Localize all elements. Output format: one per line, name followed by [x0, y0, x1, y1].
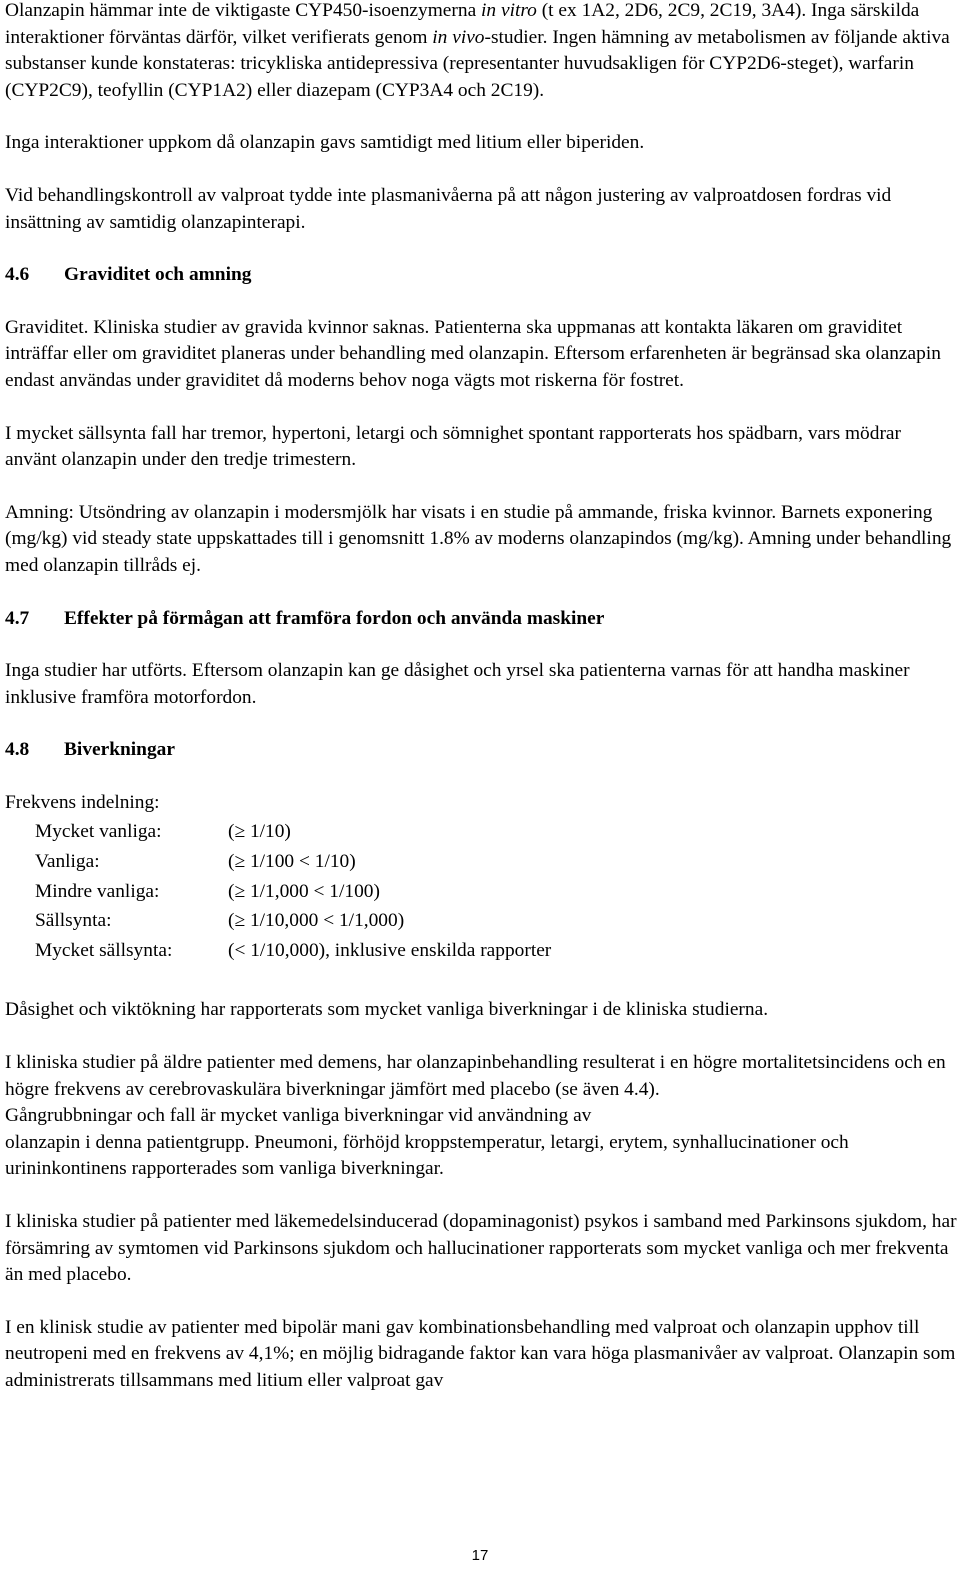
adverse-gait-line: Gångrubbningar och fall är mycket vanliga biverkningar vid användning av [5, 1105, 592, 1127]
section-number: 4.7 [5, 607, 30, 629]
frequency-value: (≥ 1/100 < 1/10) [228, 851, 356, 873]
frequency-label: Mycket vanliga: [35, 821, 162, 843]
adverse-gait-continuation: olanzapin i denna patientgrupp. Pneumoni, förhöjd kroppstemperatur, letargi, erytem, synhallucinationer och urininkontinens rapporterades som vanliga biverkningar. [5, 1131, 849, 1180]
frequency-row [5, 817, 957, 847]
frequency-row [5, 877, 957, 907]
section-number: 4.6 [5, 264, 30, 286]
page-number: 17 [471, 1547, 489, 1564]
frequency-row [5, 847, 957, 877]
pregnancy-paragraph: Graviditet. Kliniska studier av gravida kvinnor saknas. Patienterna ska uppmanas att kontakta läkaren om graviditet inträffar eller om graviditet planeras under behandling med olanzapin. Eftersom erfarenheten är begränsad ska olanzapin endast användas under graviditet då moderns behov noga vägts mot riskerna för fostret. [5, 316, 941, 391]
frequency-value: (≥ 1/10,000 < 1/1,000) [228, 910, 405, 932]
driving-paragraph: Inga studier har utförts. Eftersom olanzapin kan ge dåsighet och yrsel ska patienterna varnas för att handha maskiner inklusive framföra motorfordon. [5, 660, 910, 708]
text-run: Olanzapin hämmar inte de viktigaste CYP450-isoenzymerna [5, 0, 482, 21]
text-run: (t ex 1A2, 2D6, 2C9, 2C19, 3A4). Inga särskilda interaktioner förväntas därför, vilket verifierats genom [5, 0, 920, 48]
frequency-label: Mindre vanliga: [35, 880, 160, 902]
document-page [5, 0, 957, 1395]
frequency-row [5, 906, 957, 936]
adverse-common-paragraph: Dåsighet och viktökning har rapporterats som mycket vanliga biverkningar i de kliniska studierna. [5, 999, 769, 1021]
frequency-list [5, 817, 957, 965]
interactions-paragraph-cyp450 [5, 0, 957, 104]
italic-in-vivo: in vivo [432, 26, 485, 48]
section-title: Graviditet och amning [64, 264, 252, 286]
section-heading-4-8 [5, 737, 957, 764]
neonatal-paragraph: I mycket sällsynta fall har tremor, hypertoni, letargi och sömnighet spontant rapporterats hos spädbarn, vars mödrar använt olanzapin under den tredje trimestern. [5, 422, 901, 471]
frequency-label: Vanliga: [35, 851, 100, 873]
breastfeeding-paragraph: Amning: Utsöndring av olanzapin i modersmjölk har visats i en studie på ammande, friska kvinnor. Barnets exponering (mg/kg) vid steady state uppskattades till i genomsnitt 1.8% av moderns olanzapindos (mg/kg). Amning under behandling med olanzapin tillråds ej. [5, 501, 952, 576]
interactions-paragraph-lithium: Inga interaktioner uppkom då olanzapin gavs samtidigt med litium eller biperiden. [5, 132, 645, 154]
frequency-label: Mycket sällsynta: [35, 939, 173, 961]
section-number: 4.8 [5, 739, 30, 761]
interactions-paragraph-valproate: Vid behandlingskontroll av valproat tydde inte plasmanivåerna på att någon justering av valproatdosen fordras vid insättning av samtidig olanzapinterapi. [5, 184, 892, 233]
frequency-value: (< 1/10,000), inklusive enskilda rapporter [228, 939, 552, 961]
italic-in-vitro: in vitro [481, 0, 537, 21]
frequency-label: Sällsynta: [35, 910, 112, 932]
section-heading-4-6 [5, 262, 957, 289]
adverse-parkinson-paragraph: I kliniska studier på patienter med läkemedelsinducerad (dopaminagonist) psykos i samband med Parkinsons sjukdom, har försämring av symtomen vid Parkinsons sjukdom och hallucinationer rapporterats som mycket vanliga och mer frekventa än med placebo. [5, 1211, 957, 1286]
section-title: Biverkningar [64, 739, 175, 761]
section-heading-4-7 [5, 606, 957, 633]
frequency-value: (≥ 1/10) [228, 821, 291, 843]
adverse-bipolar-paragraph: I en klinisk studie av patienter med bipolär mani gav kombinationsbehandling med valproat och olanzapin upphov till neutropeni med en frekvens av 4,1%; en möjlig bidragande faktor kan vara höga plasmanivåer av valproat. Olanzapin som administrerats tillsammans med litium eller valproat gav [5, 1316, 956, 1391]
frequency-title: Frekvens indelning: [5, 791, 160, 813]
frequency-value: (≥ 1/1,000 < 1/100) [228, 880, 380, 902]
text-run: -studier. Ingen hämning av metabolismen av följande aktiva substanser kunde konstateras: tricykliska antidepressiva (representanter huvudsakligen för CYP2D6-steget), warfarin (CYP2C9), teofyllin (CYP1A2) eller diazepam (CYP3A4 och 2C19). [5, 26, 950, 101]
frequency-row [5, 936, 957, 966]
section-title: Effekter på förmågan att framföra fordon och använda maskiner [64, 607, 605, 629]
adverse-elderly-paragraph: I kliniska studier på äldre patienter med demens, har olanzapinbehandling resulterat i en högre mortalitetsincidens och en högre frekvens av cerebrovaskulära biverkningar jämfört med placebo (se även 4.4). [5, 1052, 946, 1100]
